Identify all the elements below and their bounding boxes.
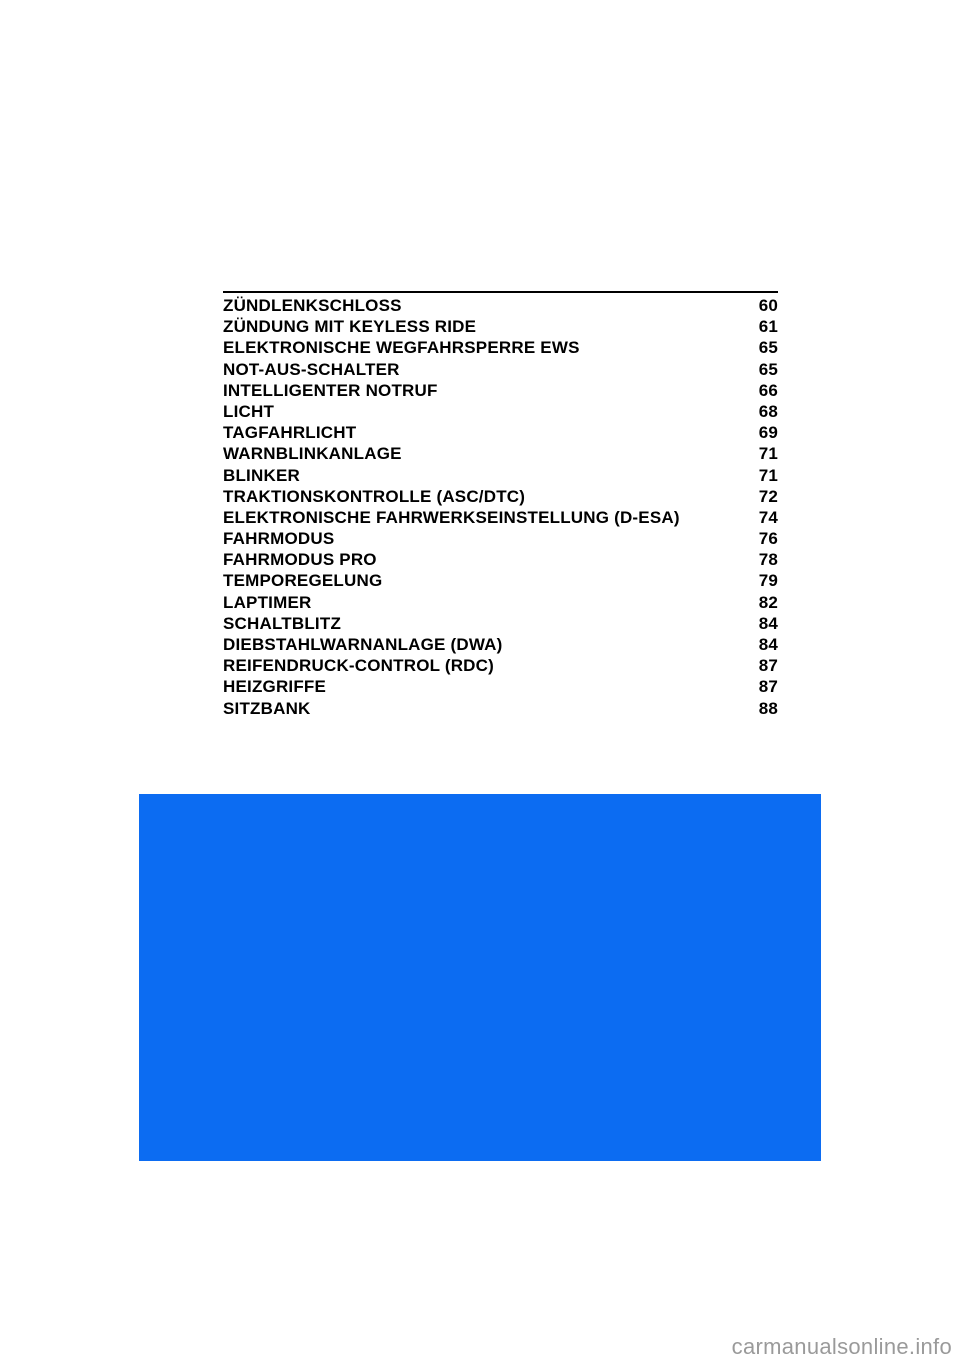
toc-entry-title: TRAKTIONSKONTROLLE (ASC/DTC) [223, 486, 526, 506]
toc-entry-page: 84 [758, 613, 778, 633]
toc-entry-title: FAHRMODUS [223, 529, 335, 549]
toc-entry-page: 79 [758, 571, 778, 591]
toc-entry[interactable] [223, 359, 778, 380]
toc-entry-title: REIFENDRUCK-CONTROL (RDC) [223, 656, 494, 676]
toc-entry-page: 69 [758, 423, 778, 443]
toc-entry[interactable] [223, 655, 778, 676]
toc-entry-title: ELEKTRONISCHE WEGFAHRSPERRE EWS [223, 338, 580, 358]
toc-entry-page: 66 [758, 380, 778, 400]
toc-entry-page: 74 [758, 507, 778, 527]
toc-entry-title: TEMPOREGELUNG [223, 571, 383, 591]
toc-entry-title: BLINKER [223, 465, 300, 485]
toc-entry-page: 71 [758, 465, 778, 485]
toc-entry[interactable] [223, 401, 778, 422]
toc-entry[interactable] [223, 592, 778, 613]
toc-entry[interactable] [223, 337, 778, 358]
toc-entry-title: LICHT [223, 401, 275, 421]
toc-entry-page: 84 [758, 635, 778, 654]
toc-entry[interactable] [223, 380, 778, 401]
toc-entry[interactable] [223, 613, 778, 634]
toc-entry-page: 60 [758, 296, 778, 315]
toc-entry-title: ZÜNDLENKSCHLOSS [223, 296, 402, 315]
toc-entry-title: FAHRMODUS PRO [223, 550, 377, 570]
watermark-text: carmanualsonline.info [731, 1334, 952, 1359]
blue-chapter-panel [139, 794, 821, 1161]
toc-entry-title: NOT-AUS-SCHALTER [223, 359, 400, 379]
toc-entry-page: 76 [758, 529, 778, 549]
toc-entry-page: 88 [758, 698, 778, 718]
toc-entry[interactable] [223, 549, 778, 570]
toc-entry-page: 82 [758, 592, 778, 612]
toc-entry-page: 65 [758, 338, 778, 358]
toc-entry[interactable] [223, 443, 778, 464]
toc-entry[interactable] [223, 316, 778, 337]
toc-entry-page: 65 [758, 359, 778, 379]
toc-entry-page: 78 [758, 550, 778, 570]
toc-entry-page: 87 [758, 656, 778, 676]
toc-entry-page: 72 [758, 486, 778, 506]
toc-entry[interactable] [223, 422, 778, 443]
toc-entry-page: 87 [758, 677, 778, 697]
toc-entry[interactable] [223, 528, 778, 549]
toc-entry-title: SITZBANK [223, 698, 311, 718]
toc-entry[interactable] [223, 507, 778, 528]
toc-entry-page: 71 [758, 444, 778, 464]
toc-entry[interactable] [223, 698, 778, 719]
table-of-contents [223, 291, 778, 719]
toc-entry-title: SCHALTBLITZ [223, 613, 342, 633]
toc-entry[interactable] [223, 295, 778, 316]
toc-entry-title: LAPTIMER [223, 592, 312, 612]
toc-entry-page: 61 [758, 317, 778, 337]
toc-entry-page: 68 [758, 401, 778, 421]
toc-entry-title: TAGFAHRLICHT [223, 423, 357, 443]
toc-entry-title: WARNBLINKANLAGE [223, 444, 402, 464]
toc-entry[interactable] [223, 634, 778, 655]
toc-entry-title: HEIZGRIFFE [223, 677, 327, 697]
toc-entry[interactable] [223, 486, 778, 507]
toc-entry[interactable] [223, 570, 778, 591]
toc-entry[interactable] [223, 465, 778, 486]
toc-entry[interactable] [223, 676, 778, 697]
toc-entry-title: INTELLIGENTER NOTRUF [223, 380, 438, 400]
toc-entry-title: ZÜNDUNG MIT KEYLESS RIDE [223, 317, 477, 337]
toc-entry-title: ELEKTRONISCHE FAHRWERKSEINSTELLUNG (D-ESA) [223, 507, 680, 527]
toc-entry-title: DIEBSTAHLWARNANLAGE (DWA) [223, 635, 503, 654]
